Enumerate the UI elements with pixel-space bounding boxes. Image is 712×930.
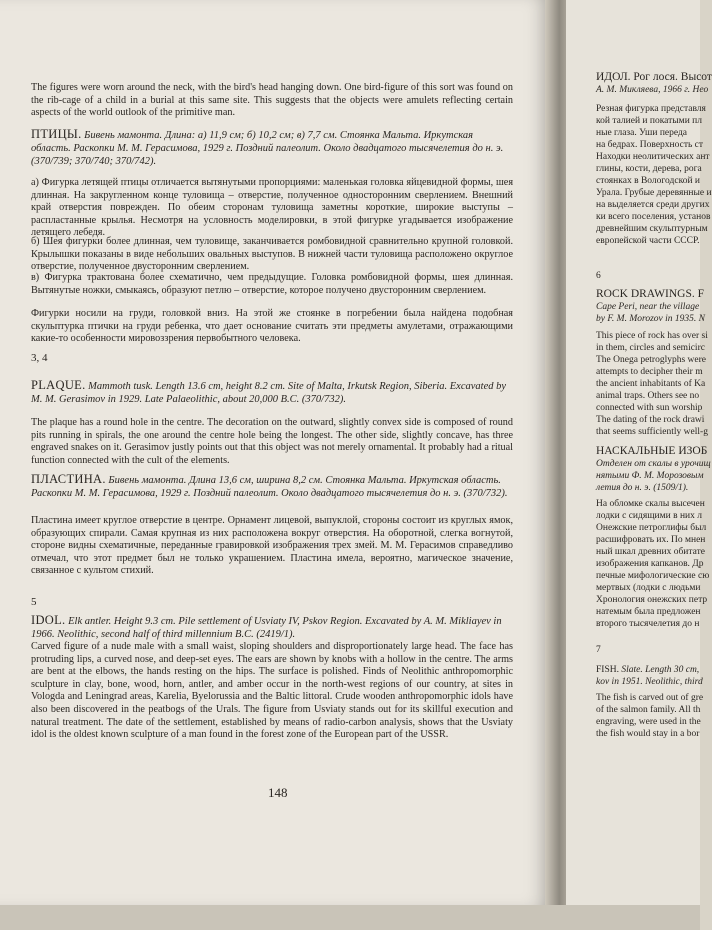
right-line: нятыми Ф. М. Морозовым xyxy=(596,471,704,481)
right-line: Отделен от скалы в урочищ xyxy=(596,459,711,469)
ptitsy-para-a: а) Фигурка летящей птицы отличается вытянутыми пропорциями: маленькая головка яйцевидной формы, шея длинная. На закругленном конце туловища – отверстие, полученное односторонним сверлением. Внешний край отверстия поврежден. По обеим сторонам туловища заметны короткие, широкие выступы – распластанные крылья. Несмотря на условность моделировки, в этой фигурке угадывается изображение летящего лебедя. xyxy=(31,177,513,239)
right-line: на выделяется среди других xyxy=(596,200,710,210)
right-line: лодки с сидящими в них л xyxy=(596,511,702,521)
right-line: летия до н. э. (1509/1). xyxy=(596,483,689,493)
intro-paragraph: The figures were worn around the neck, with the bird's head hanging down. One bird-figure of this sort was found on the rib-cage of a child in a burial at this same site. This suggests that the objects were amulets reflecting certain aspects of the world outlook of the primitive man. xyxy=(31,82,513,119)
right-line: in them, circles and semicirc xyxy=(596,343,705,353)
fish-label: FISH. xyxy=(596,665,619,675)
section-number-5: 5 xyxy=(31,596,37,608)
ptitsy-label: ПТИЦЫ. xyxy=(31,127,82,141)
ptitsy-para-end: Фигурки носили на груди, головкой вниз. На этой же стоянке в погребении была найдена подобная скульптурка птички на груди ребенка, что дает основание считать эти предметы амулетами, отражающими какие-то особенности мировоззрения первобытного человека. xyxy=(31,308,513,345)
right-line: Урала. Грубые деревянные и xyxy=(596,188,712,198)
ptitsy-heading xyxy=(31,128,513,168)
right-line: На обломке скалы высечен xyxy=(596,499,705,509)
right-line: печные мифологические сю xyxy=(596,571,710,581)
plaque-paragraph: The plaque has a round hole in the centre. The decoration on the outward, slightly convex side is composed of round pits running in spirals, the one around the centre hole being the longest. The other side, slightly concave, has three engraved snakes on it. Gerasimov justly points out that this object was not merely ornamental. It probably had a ritual function connected with the cult of the elements. xyxy=(31,417,513,466)
naskalnye-label: НАСКАЛЬНЫЕ ИЗОБ xyxy=(596,445,708,457)
plaque-heading xyxy=(31,379,513,406)
plastina-paragraph: Пластина имеет круглое отверстие в центре. Орнамент лицевой, выпуклой, стороны состоит из круглых ямок, образующих спирали. Самая крупная из них расположена вокруг отверстия. На оборотной, слегка вогнутой, стороне видны схематичные, переданные гравировкой изображения трех змей. М. М. Герасимов справедливо отмечал, что этот предмет был не только украшением. Пластина имела, вероятно, магическое значение, связанное с культом стихий. xyxy=(31,515,513,577)
right-line: that seems sufficiently well-g xyxy=(596,427,708,437)
right-line: мертвых (лодки с людьми xyxy=(596,583,701,593)
rock-drawings-label: ROCK DRAWINGS. F xyxy=(596,288,705,300)
right-line: by F. M. Morozov in 1935. N xyxy=(596,314,705,324)
right-line: attempts to decipher their m xyxy=(596,367,703,377)
right-line: А. М. Микляева, 1966 г. Нео xyxy=(596,85,709,95)
right-line: connected with sun worship xyxy=(596,403,703,413)
ptitsy-para-v: в) Фигурка трактована более схематично, чем предыдущие. Головка ромбовидной формы, шея длинная. Вытянутые ножки, смыкаясь, образуют петлю – отверстие, которое получено двусторонним сверлением. xyxy=(31,272,513,296)
idol-label: IDOL. xyxy=(31,613,66,627)
idol-heading xyxy=(31,614,513,641)
right-line: animal traps. Others see no xyxy=(596,391,700,401)
right-line: кой талией и покатыми пл xyxy=(596,116,702,126)
fish-heading xyxy=(596,664,699,676)
right-line: Хронология онежских петр xyxy=(596,595,708,605)
plaque-caption: Mammoth tusk. Length 13.6 cm, height 8.2 cm. Site of Malta, Irkutsk Region, Siberia. Excavated by M. M. Gerasimov in 1929. Late Palaeolithic, about 20,000 B.C. (370/732). xyxy=(31,381,507,405)
right-line: натемым была предложен xyxy=(596,607,701,617)
section-number-3-4: 3, 4 xyxy=(31,352,48,364)
right-line: глины, кости, дерева, рога xyxy=(596,164,702,174)
right-line: расшифровать их. По мнен xyxy=(596,535,706,545)
right-line: the ancient inhabitants of Ka xyxy=(596,379,706,389)
plastina-caption: Бивень мамонта. Длина 13,6 см, ширина 8,2 см. Стоянка Мальта. Иркутская область. Раскопки М. М. Герасимова, 1929 г. Поздний палеолит. Около двадцатого тысячелетия до н. э. (370/732). xyxy=(31,475,508,499)
right-line: европейской части СССР. xyxy=(596,236,700,246)
right-line: древнейшим скульптурным xyxy=(596,224,708,234)
right-line: изображения капканов. Др xyxy=(596,559,704,569)
right-section-number-7: 7 xyxy=(596,645,601,655)
right-line: ные глаза. Уши переда xyxy=(596,128,688,138)
fish-caption-start: Slate. Length 30 cm, xyxy=(621,665,700,675)
right-line: ИДОЛ. Рог лося. Высот xyxy=(596,71,712,83)
right-line: Резная фигурка представля xyxy=(596,104,706,114)
right-line: стоянках в Вологодской и xyxy=(596,176,701,186)
plastina-heading xyxy=(31,473,513,500)
right-line: второго тысячелетия до н xyxy=(596,619,700,629)
right-line: The dating of the rock drawi xyxy=(596,415,705,425)
ptitsy-para-b: б) Шея фигурки более длинная, чем туловище, заканчивается ромбовидной сравнительно крупной головкой. Крылышки показаны в виде небольших овальных выступов. В нижней части туловища расположено округлое отверстие, полученное двусторонним сверлением. xyxy=(31,236,513,273)
idol-paragraph: Carved figure of a nude male with a small waist, sloping shoulders and disproportionately large head. The face has protruding lips, a curved nose, and deep-set eyes. The ears are shown by knobs with a hollow in the centre. The arms are bent at the elbows, the hands resting on the hips. The surface is polished. Finds of Neolithic anthropomorphic sculpture in clay, bone, wood, horn, antler, and amber occur in the north-west regions of our country, at sites in Vologda and Leningrad areas, Karelia, Byelorussia and the Baltic littoral. Crude wooden anthropomorphic idols have also been discovered in the peatbogs of the Urals. The figure from Usviaty stands out for its skillful execution and natural treatment. The date of the settlement, established by means of radio-carbon analysis, shows that the Usviaty idol is the oldest known sculpture of a man found in the forest zone of the European part of the USSR. xyxy=(31,641,513,741)
right-line: Находки неолитических ант xyxy=(596,152,710,162)
right-line: Cape Peri, near the village xyxy=(596,302,700,312)
plaque-label: PLAQUE. xyxy=(31,378,86,392)
right-line: Онежские петроглифы был xyxy=(596,523,707,533)
right-line: The fish is carved out of gre xyxy=(596,693,704,703)
ptitsy-caption: Бивень мамонта. Длина: а) 11,9 см; б) 10,2 см; в) 7,7 см. Стоянка Мальта. Иркутская область. Раскопки М. М. Герасимова, 1929 г. Поздний палеолит. Около двадцатого тысячелетия до н. э. (370/739; 370/740; 370/742). xyxy=(31,130,504,167)
right-line: kov in 1951. Neolithic, third xyxy=(596,677,703,687)
idol-caption: Elk antler. Height 9.3 cm. Pile settlement of Usviaty IV, Pskov Region. Excavated by A. M. Mikliayev in 1966. Neolithic, second half of third millennium B.C. (2419/1). xyxy=(31,616,502,640)
plastina-label: ПЛАСТИНА. xyxy=(31,472,106,486)
right-line: of the salmon family. All th xyxy=(596,705,701,715)
right-line: the fish would stay in a bor xyxy=(596,729,700,739)
right-section-number-6: 6 xyxy=(596,271,601,281)
right-line: ный шкал древних обитате xyxy=(596,547,705,557)
right-line: engraving, were used in the xyxy=(596,717,701,727)
right-line: This piece of rock has over si xyxy=(596,331,708,341)
right-line: The Onega petroglyphs were xyxy=(596,355,707,365)
right-line: на бедрах. Поверхность ст xyxy=(596,140,704,150)
right-line: ки всего поселения, установ xyxy=(596,212,711,222)
right-page xyxy=(566,0,712,905)
page-number: 148 xyxy=(268,785,288,800)
